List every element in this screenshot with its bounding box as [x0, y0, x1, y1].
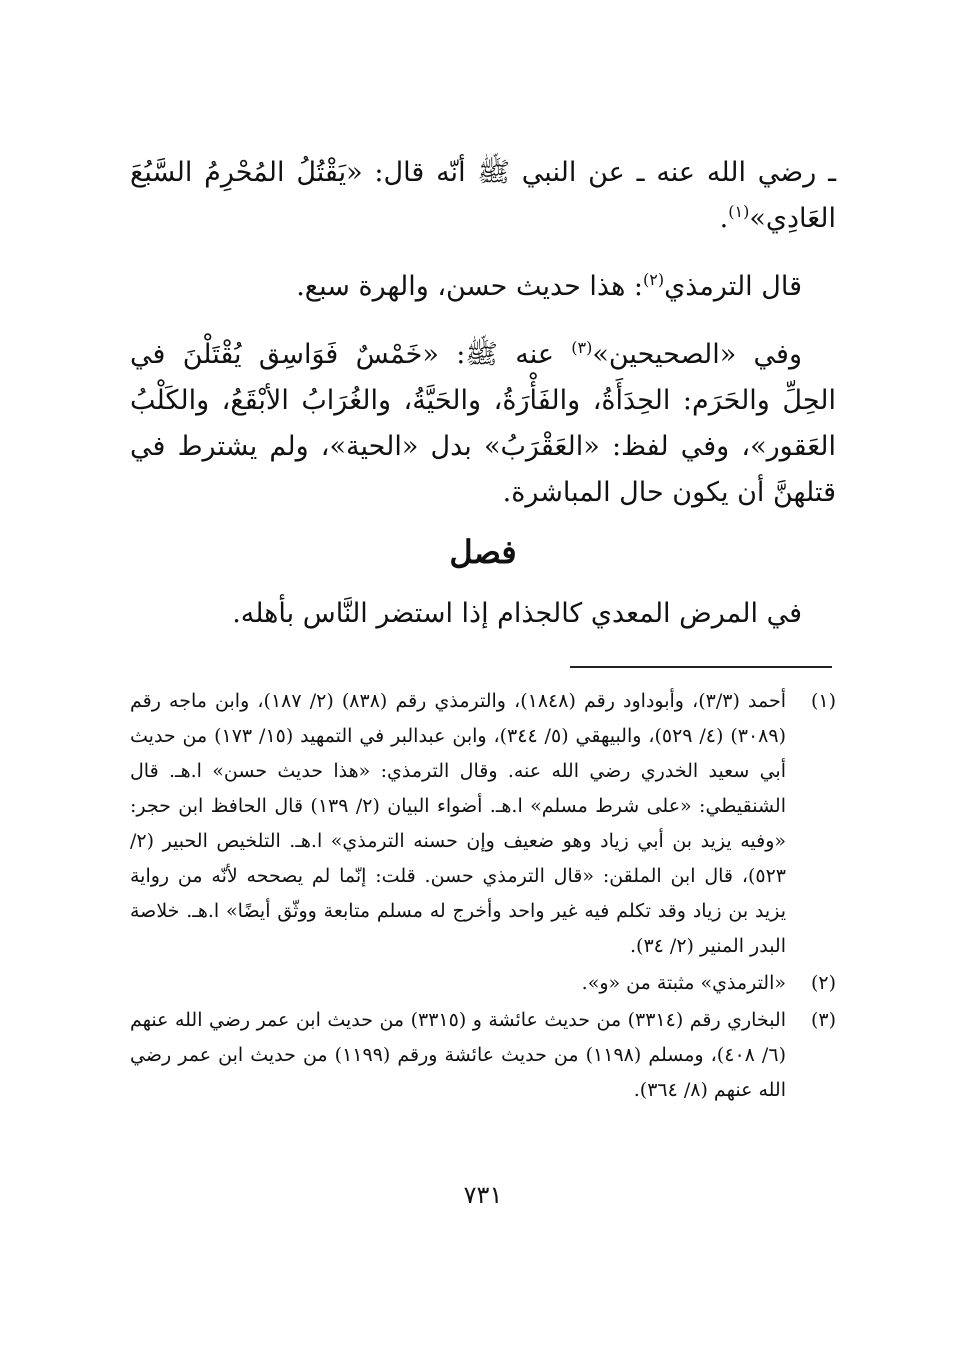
footnote-text: البخاري رقم (٣٣١٤) من حديث عائشة و (٣٣١٥) من حديث ابن عمر رضي الله عنهم (٦/ ٤٠٨)، ومسلم (١١٩٨) من حديث عائشة ورقم (١١٩٩) من حديث ابن عمر رضي الله عنهم (٨/ ٣٦٤).: [130, 1009, 786, 1101]
footnote-divider: [570, 666, 832, 668]
paragraph-end: .: [719, 203, 729, 234]
footnote-item: [130, 684, 836, 964]
paragraph-text: وفي «الصحيحين»: [592, 339, 803, 370]
paragraph-end: : هذا حديث حسن، والهرة سبع.: [296, 271, 644, 302]
footnote-item: [130, 966, 836, 1001]
footnote-text: أحمد (٣/٣)، وأبوداود رقم (١٨٤٨)، والترمذي رقم (٨٣٨) (٢/ ١٨٧)، وابن ماجه رقم (٣٠٨٩) (٤/ ٥٢٩)، والبيهقي (٥/ ٣٤٤)، وابن عبدالبر في التمهيد (١٥/ ١٧٣) من حديث أبي سعيد الخدري رضي الله عنه. وقال الترمذي: «هذا حديث حسن» ا.هـ. قال الشنقيطي: «على شرط مسلم» ا.هـ. أضواء البيان (٢/ ١٣٩) قال الحافظ ابن حجر: «وفيه يزيد بن أبي زياد وهو ضعيف وإن حسنه الترمذي» ا.هـ. التلخيص الحبير (٢/ ٥٢٣)، قال ابن الملقن: «قال الترمذي حسن. قلت: إنّما لم يصححه لأنّه من رواية يزيد بن زياد وقد تكلم فيه غير واحد وأخرج له مسلم متابعة ووثّق أيضًا» ا.هـ. خلاصة البدر المنير (٢/ ٣٤).: [130, 690, 786, 957]
section-heading: فصل: [449, 533, 517, 571]
footnote-ref-2: (٢): [643, 270, 665, 289]
footnote-text: «الترمذي» مثبتة من «و».: [581, 972, 786, 994]
footnote-number: (٣): [810, 1009, 836, 1031]
paragraph-tirmidhi: [130, 264, 836, 310]
footnote-item: [130, 1003, 836, 1108]
main-text: [130, 150, 836, 538]
section-subtitle: في المرض المعدي كالجذام إذا استضر النَّاس بأهله.: [232, 598, 802, 629]
paragraph-hadith-muhrim: [130, 150, 836, 242]
paragraph-end: عنه ﷺ: «خَمْسٌ فَوَاسِق يُقْتَلْنَ في الحِلِّ والحَرَم: الحِدَأَةُ، والفَأْرَةُ، والحَيَّةُ، والغُرَابُ الأبْقَعُ، والكَلْبُ العَقور»، وفي لفظ: «العَقْرَبُ» بدل «الحية»، ولم يشترط في قتلهنَّ أن يكون حال المباشرة.: [130, 339, 836, 508]
footnote-number: (١): [810, 690, 836, 712]
footnotes: [130, 684, 836, 1110]
footnote-number: (٢): [810, 972, 836, 994]
paragraph-sahihayn: [130, 332, 836, 516]
paragraph-text: ـ رضي الله عنه ـ عن النبي ﷺ أنّه قال: «يَقْتُلُ المُحْرِمُ السَّبُعَ العَادِي»: [130, 157, 836, 234]
paragraph-text: قال الترمذي: [664, 271, 802, 302]
page-number: ٧٣١: [463, 1181, 503, 1209]
footnote-ref-1: (١): [728, 202, 750, 221]
footnote-ref-3: (٣): [571, 338, 593, 357]
